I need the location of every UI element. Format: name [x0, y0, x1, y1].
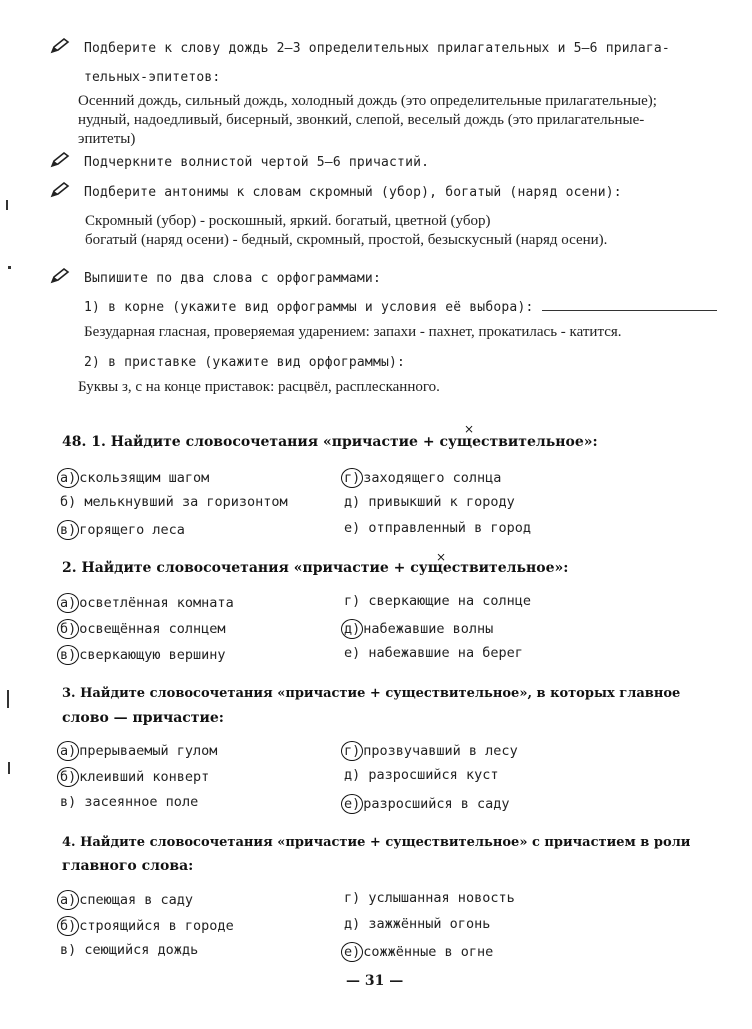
option-text: зажжённый огонь	[368, 916, 491, 932]
option-text: набежавшие на берег	[368, 645, 523, 661]
option-text: скользящим шагом	[79, 470, 210, 486]
option-letter: д)	[341, 619, 363, 639]
q2-option-d	[344, 619, 493, 639]
option-text: горящего леса	[79, 522, 185, 538]
task3-prompt: Подберите антонимы к словам скромный (убор), богатый (наряд осени):	[84, 185, 622, 200]
option-text: заходящего солнца	[363, 470, 502, 486]
task4-sub2-answer: Буквы з, с на конце приставок: расцвёл, расплесканного.	[78, 379, 440, 395]
option-text: освещённая солнцем	[79, 621, 226, 637]
option-letter: а)	[57, 468, 79, 488]
answer-blank	[542, 298, 717, 311]
q3-option-b	[60, 767, 209, 787]
q2-option-a	[60, 593, 234, 613]
option-letter: г)	[341, 741, 363, 761]
scan-mark	[7, 690, 9, 708]
option-text: спеющая в саду	[79, 892, 194, 908]
q2-title: 2. Найдите словосочетания «причастие + существительное»:	[62, 560, 569, 576]
option-text: услышанная новость	[368, 890, 515, 906]
option-letter: д)	[344, 916, 361, 932]
option-text: клеивший конверт	[79, 769, 210, 785]
option-letter: а)	[57, 593, 79, 613]
option-letter: г)	[344, 890, 361, 906]
option-text: разросшийся в саду	[363, 796, 510, 812]
q1-title: 48. 1. Найдите словосочетания «причастие + существительное»:	[62, 434, 598, 450]
option-letter: б)	[57, 916, 79, 936]
task1-prompt-line2: тельных-эпитетов:	[84, 70, 221, 85]
q1-option-a	[60, 468, 209, 488]
pencil-icon	[50, 38, 70, 54]
q1-option-g	[344, 468, 501, 488]
q3-title-line2: слово — причастие:	[62, 710, 224, 726]
q3-option-a	[60, 741, 217, 761]
option-letter: в)	[57, 645, 79, 665]
pencil-icon	[50, 152, 70, 168]
q1-option-d	[344, 494, 515, 510]
task1-prompt-line1: Подберите к слову дождь 2—3 определительных прилагательных и 5—6 прилага-	[84, 41, 670, 56]
cross-mark: ×	[464, 422, 475, 436]
option-letter: в)	[57, 520, 79, 540]
option-letter: в)	[60, 794, 77, 810]
page-number: — 31 —	[346, 973, 404, 989]
scan-mark	[8, 762, 10, 774]
option-text: отправленный в город	[368, 520, 531, 536]
option-text: осветлённая комната	[79, 595, 234, 611]
option-letter: е)	[341, 942, 363, 962]
option-letter: д)	[344, 494, 361, 510]
option-letter: б)	[57, 619, 79, 639]
task4-sub2-prompt: 2) в приставке (укажите вид орфограммы):	[84, 355, 406, 370]
q2-option-g	[344, 593, 531, 609]
pencil-icon	[50, 182, 70, 198]
q4-option-g	[344, 890, 515, 906]
option-text: прерываемый гулом	[79, 743, 218, 759]
q4-option-b	[60, 916, 234, 936]
scan-mark	[6, 200, 8, 210]
option-text: сверкающие на солнце	[368, 593, 531, 609]
option-letter: г)	[341, 468, 363, 488]
q4-option-a	[60, 890, 193, 910]
q4-title-line2: главного слова:	[62, 858, 194, 874]
option-letter: е)	[344, 520, 361, 536]
option-letter: д)	[344, 767, 361, 783]
option-letter: а)	[57, 741, 79, 761]
q2-option-e	[344, 645, 523, 661]
option-text: сеющийся дождь	[84, 942, 199, 958]
task2-prompt: Подчеркните волнистой чертой 5—6 причастий.	[84, 155, 430, 170]
option-letter: а)	[57, 890, 79, 910]
q4-title-line1: 4. Найдите словосочетания «причастие + существительное» с причастием в роли	[62, 835, 691, 850]
option-text: прозвучавший в лесу	[363, 743, 518, 759]
q3-option-e	[344, 794, 510, 814]
q4-option-v	[60, 942, 198, 958]
option-text: привыкший к городу	[368, 494, 515, 510]
pencil-icon	[50, 268, 70, 284]
q1-option-v	[60, 520, 185, 540]
q3-option-g	[344, 741, 518, 761]
task3-answer-line1: Скромный (убор) - роскошный, яркий. богатый, цветной (убор)	[85, 213, 491, 229]
task3-answer-line2: богатый (наряд осени) - бедный, скромный, простой, безыскусный (наряд осени).	[85, 232, 608, 248]
task1-answer-line2: нудный, надоедливый, бисерный, звонкий, слепой, веселый дождь (это прилагательные-	[78, 112, 645, 128]
q4-option-d	[344, 916, 490, 932]
option-letter: б)	[60, 494, 77, 510]
q4-option-e	[344, 942, 493, 962]
scan-mark	[8, 266, 11, 269]
option-text: разросшийся куст	[368, 767, 499, 783]
option-text: засеянное поле	[84, 794, 199, 810]
option-letter: г)	[344, 593, 361, 609]
task4-prompt: Выпишите по два слова с орфограммами:	[84, 271, 381, 286]
option-letter: в)	[60, 942, 77, 958]
option-text: сверкающую вершину	[79, 647, 226, 663]
q3-option-v	[60, 794, 198, 810]
cross-mark: ×	[436, 550, 447, 564]
option-text: строящийся в городе	[79, 918, 234, 934]
q1-option-b	[60, 494, 288, 510]
task1-answer-line3: эпитеты)	[78, 131, 136, 147]
option-text: мелькнувший за горизонтом	[84, 494, 288, 510]
task4-sub1-answer: Безударная гласная, проверяемая ударением: запахи - пахнет, прокатилась - катится.	[84, 324, 622, 340]
task4-sub1-prompt-text: 1) в корне (укажите вид орфограммы и условия её выбора):	[84, 300, 534, 315]
option-text: набежавшие волны	[363, 621, 494, 637]
option-letter: б)	[57, 767, 79, 787]
q2-option-b	[60, 619, 226, 639]
task1-answer-line1: Осенний дождь, сильный дождь, холодный дождь (это определительные прилагательные);	[78, 93, 657, 109]
option-letter: е)	[344, 645, 361, 661]
q3-option-d	[344, 767, 498, 783]
q2-option-v	[60, 645, 226, 665]
option-letter: е)	[341, 794, 363, 814]
q3-title-line1: 3. Найдите словосочетания «причастие + существительное», в которых главное	[62, 686, 681, 701]
option-text: сожжённые в огне	[363, 944, 494, 960]
q1-option-e	[344, 520, 531, 536]
task4-sub1-prompt	[84, 298, 717, 315]
